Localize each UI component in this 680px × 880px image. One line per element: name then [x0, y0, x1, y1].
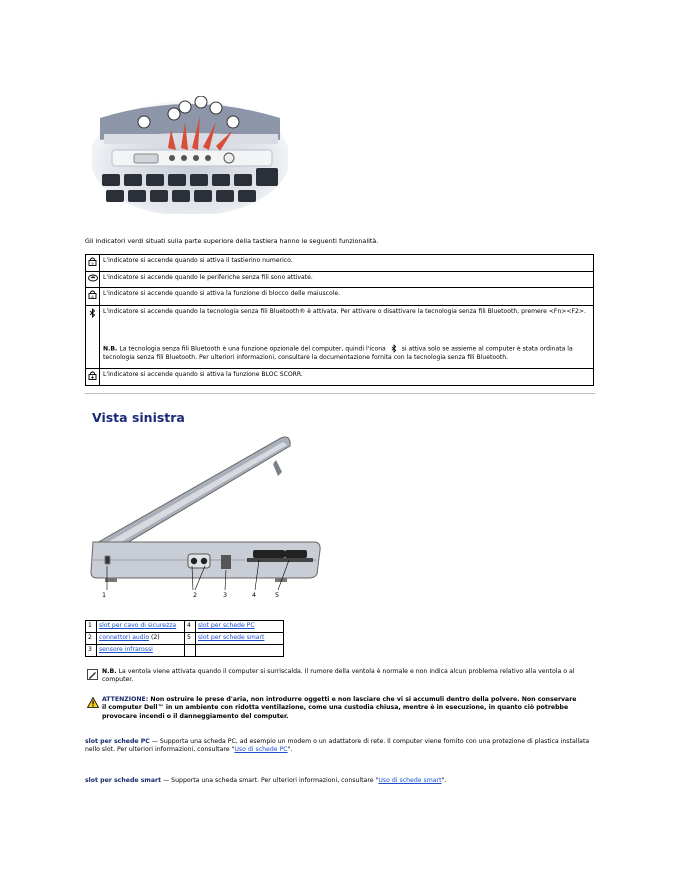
table-row: [86, 288, 594, 305]
link-use-pc-cards[interactable]: Uso di schede PC: [234, 746, 288, 754]
table-row: [86, 621, 284, 633]
table-row: [86, 368, 594, 385]
part-number: 1: [86, 621, 97, 633]
term: slot per schede PC: [85, 738, 150, 745]
intro-text: Gli indicatori verdi situati sulla parte superiore della tastiera hanno le seguenti funzionalità.: [85, 237, 379, 245]
caps-lock-icon: [88, 290, 97, 299]
link-audio-connectors[interactable]: connettori audio: [99, 634, 150, 642]
term: slot per schede smart: [85, 777, 162, 784]
bluetooth-note: [103, 344, 590, 362]
callout-3: 3: [223, 591, 228, 599]
table-row: [86, 305, 594, 368]
note-text: La ventola viene attivata quando il computer si surriscalda. Il rumore della ventola è normale e non indica alcun problema relativo alla ventola o al computer.: [102, 668, 575, 684]
note-fan: [102, 668, 592, 685]
indicator-table: [85, 254, 594, 386]
section-title: Vista sinistra: [92, 410, 185, 425]
num-lock-icon: [88, 257, 97, 266]
part-number: 2: [86, 633, 97, 645]
bluetooth-icon: [391, 344, 397, 353]
callout-5: 5: [275, 591, 280, 599]
table-row: [86, 255, 594, 272]
part-number: 3: [86, 645, 97, 657]
svg-text:9: 9: [91, 261, 94, 266]
scroll-lock-icon: [88, 371, 97, 380]
warning-label: ATTENZIONE:: [102, 696, 149, 703]
link-use-smart-cards[interactable]: Uso di schede smart: [378, 777, 442, 784]
parts-table: [85, 620, 284, 657]
warning-body: Non ostruire le prese d'aria, non introdurre oggetti e non lasciare che vi si accumuli dentro della polvere. Non conservare il computer Dell™ in un ambiente con ridotta ventilazione, come una custodia chiusa, mentre è in esecuzione, in quanto ciò potrebbe provocare incendi o il danneggiamento del computer.: [102, 696, 577, 720]
warning-icon: [87, 697, 99, 708]
callout-1: 1: [102, 591, 107, 599]
note-label: N.B.: [102, 668, 117, 675]
indicator-desc: L'indicatore si accende quando si attiva la funzione di blocco delle maiuscole.: [100, 288, 594, 305]
note-text-b: si attiva solo se assieme al computer è stata ordinata la tecnologia senza fili Bluetooth. Per ulteriori informazioni, consultare la documentazione fornita con la tecnologia senza fili Bluetooth.: [103, 345, 573, 361]
svg-text:A: A: [91, 295, 94, 300]
laptop-left-view-image: [85, 432, 325, 602]
indicator-desc: L'indicatore si accende quando si attiva la funzione BLOC SCORR.: [100, 368, 594, 385]
link-security-cable-slot[interactable]: slot per cavo di sicurezza: [99, 622, 177, 630]
callout-4: 4: [252, 591, 257, 599]
table-row: [86, 633, 284, 645]
bluetooth-icon: [89, 308, 96, 318]
part-number: 4: [185, 621, 196, 633]
note-icon: [87, 669, 98, 680]
callout-2: 2: [193, 591, 198, 599]
audio-count: (2): [149, 634, 160, 642]
wireless-icon: [88, 274, 98, 282]
link-pc-card-slot[interactable]: slot per schede PC: [198, 622, 255, 630]
keyboard-indicators-image: [92, 96, 288, 214]
indicator-desc: L'indicatore si accende quando si attiva il tastierino numerico.: [100, 255, 594, 272]
indicator-desc: L'indicatore si accende quando la tecnologia senza fili Bluetooth® è attivata. Per attivare o disattivare la tecnologia senza fili Bluetooth, premere <Fn><F2>.: [103, 307, 586, 315]
smart-card-slot-description: slot per schede smart — Supporta una scheda smart. Per ulteriori informazioni, consultare "Uso di schede smart".: [85, 777, 447, 784]
table-row: [86, 645, 284, 657]
part-number: 5: [185, 633, 196, 645]
link-smart-card-slot[interactable]: slot per schede smart: [198, 634, 265, 642]
warning-text: [102, 696, 582, 721]
indicator-desc: L'indicatore si accende quando le periferiche senza fili sono attivate.: [100, 272, 594, 288]
table-row: [86, 272, 594, 288]
note-label: N.B.: [103, 345, 118, 353]
note-text-a: La tecnologia senza fili Bluetooth è una funzione opzionale del computer, quindi l'icona: [119, 345, 386, 353]
pc-card-slot-description: slot per schede PC — Supporta una scheda PC, ad esempio un modem o un adattatore di rete. Il computer viene fornito con una protezione di plastica installata nello slot. Per ulteriori informazioni, consultare "Uso di schede PC".: [85, 738, 590, 754]
link-infrared-sensor[interactable]: sensore infrarossi: [99, 646, 153, 654]
section-divider: [85, 393, 595, 394]
